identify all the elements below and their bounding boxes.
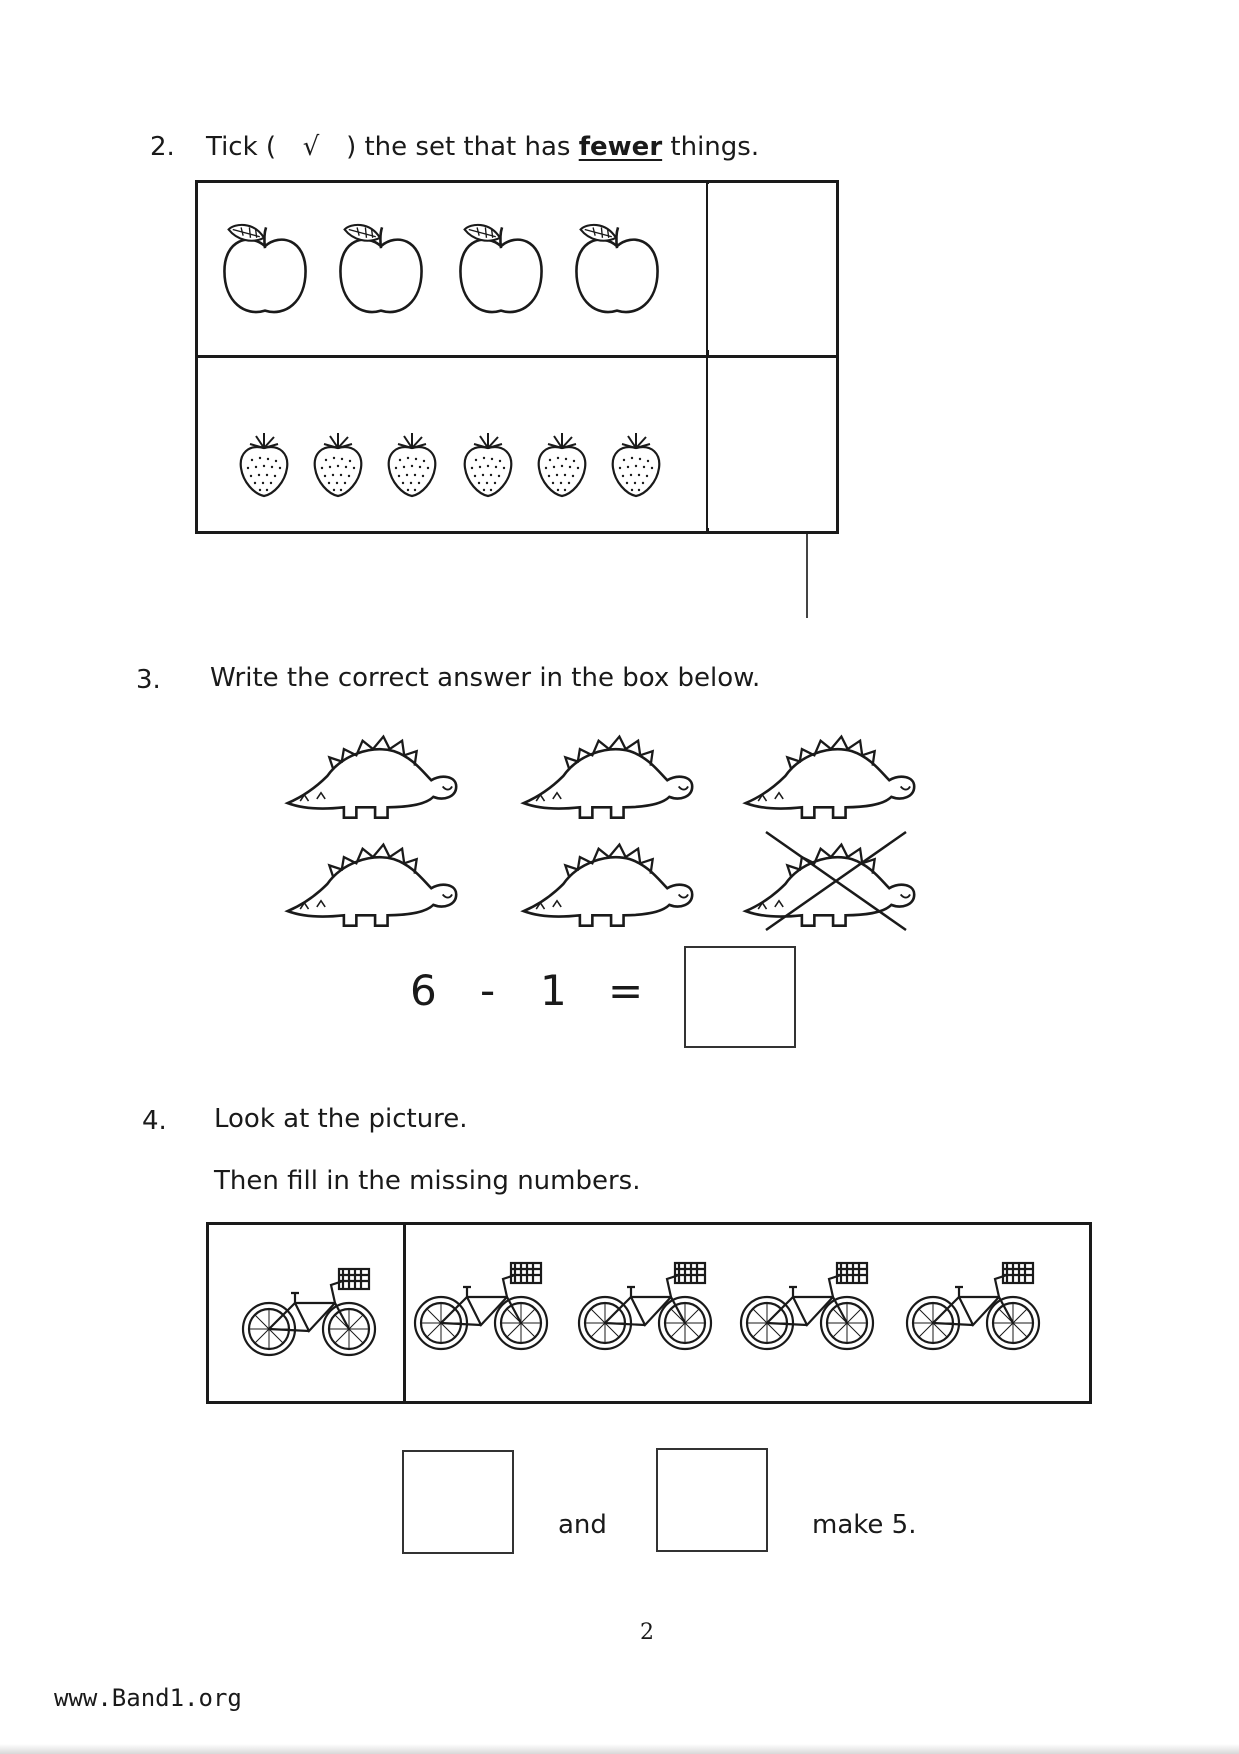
strawberry-icon: [458, 430, 518, 500]
q2-text-middle: ) the set that has: [346, 132, 571, 162]
bicycle-icon: [737, 1255, 877, 1355]
page-number: 2: [640, 1620, 654, 1645]
make-5-label: make 5.: [812, 1510, 917, 1540]
question-2-number: 2.: [150, 132, 175, 162]
bicycle-icon: [903, 1255, 1043, 1355]
stegosaurus-icon: [278, 830, 468, 934]
footer-url: www.Band1.org: [54, 1684, 242, 1712]
q2-text-after: things.: [670, 132, 760, 162]
equation-equals: =: [608, 966, 644, 1015]
missing-number-box-2[interactable]: [656, 1448, 768, 1552]
question-3-number: 3.: [136, 665, 161, 695]
question-4-line1: Look at the picture.: [214, 1104, 468, 1134]
q2-text-before: Tick (: [206, 132, 277, 162]
scan-mark: [806, 534, 808, 618]
scan-edge: [0, 1744, 1239, 1754]
apple-set: [196, 181, 703, 352]
and-label: and: [558, 1510, 607, 1540]
tick-symbol: √: [302, 132, 320, 162]
dinosaur-group: [270, 712, 930, 940]
stegosaurus-icon: [514, 830, 704, 934]
strawberry-icon: [532, 430, 592, 500]
bicycle-icon: [411, 1255, 551, 1355]
question-3-instruction: Write the correct answer in the box below.: [210, 663, 761, 693]
stegosaurus-icon: [736, 722, 926, 826]
equation-operand-b: 1: [540, 966, 567, 1015]
strawberry-icon: [382, 430, 442, 500]
question-2-text: [206, 132, 759, 162]
strawberry-icon: [234, 430, 294, 500]
stegosaurus-icon: [514, 722, 704, 826]
tick-box-strawberries[interactable]: [708, 358, 834, 528]
strawberry-icon: [308, 430, 368, 500]
bicycle-row: [209, 1225, 1089, 1401]
apple-icon: [218, 217, 312, 321]
apple-icon: [334, 217, 428, 321]
stegosaurus-icon-crossed: [736, 830, 926, 934]
apple-icon: [570, 217, 664, 321]
bicycle-icon: [575, 1255, 715, 1355]
strawberry-icon: [606, 430, 666, 500]
question-4-number: 4.: [142, 1106, 167, 1136]
strawberry-set: [196, 356, 703, 531]
answer-box[interactable]: [684, 946, 796, 1048]
question-4-line2: Then fill in the missing numbers.: [214, 1166, 641, 1196]
apple-icon: [454, 217, 548, 321]
bicycle-icon: [239, 1261, 379, 1361]
missing-number-box-1[interactable]: [402, 1450, 514, 1554]
stegosaurus-icon: [278, 722, 468, 826]
fewer-emphasis: fewer: [578, 132, 663, 162]
tick-box-apples[interactable]: [708, 184, 834, 350]
equation-operand-a: 6: [410, 966, 437, 1015]
equation-minus: -: [480, 966, 496, 1015]
